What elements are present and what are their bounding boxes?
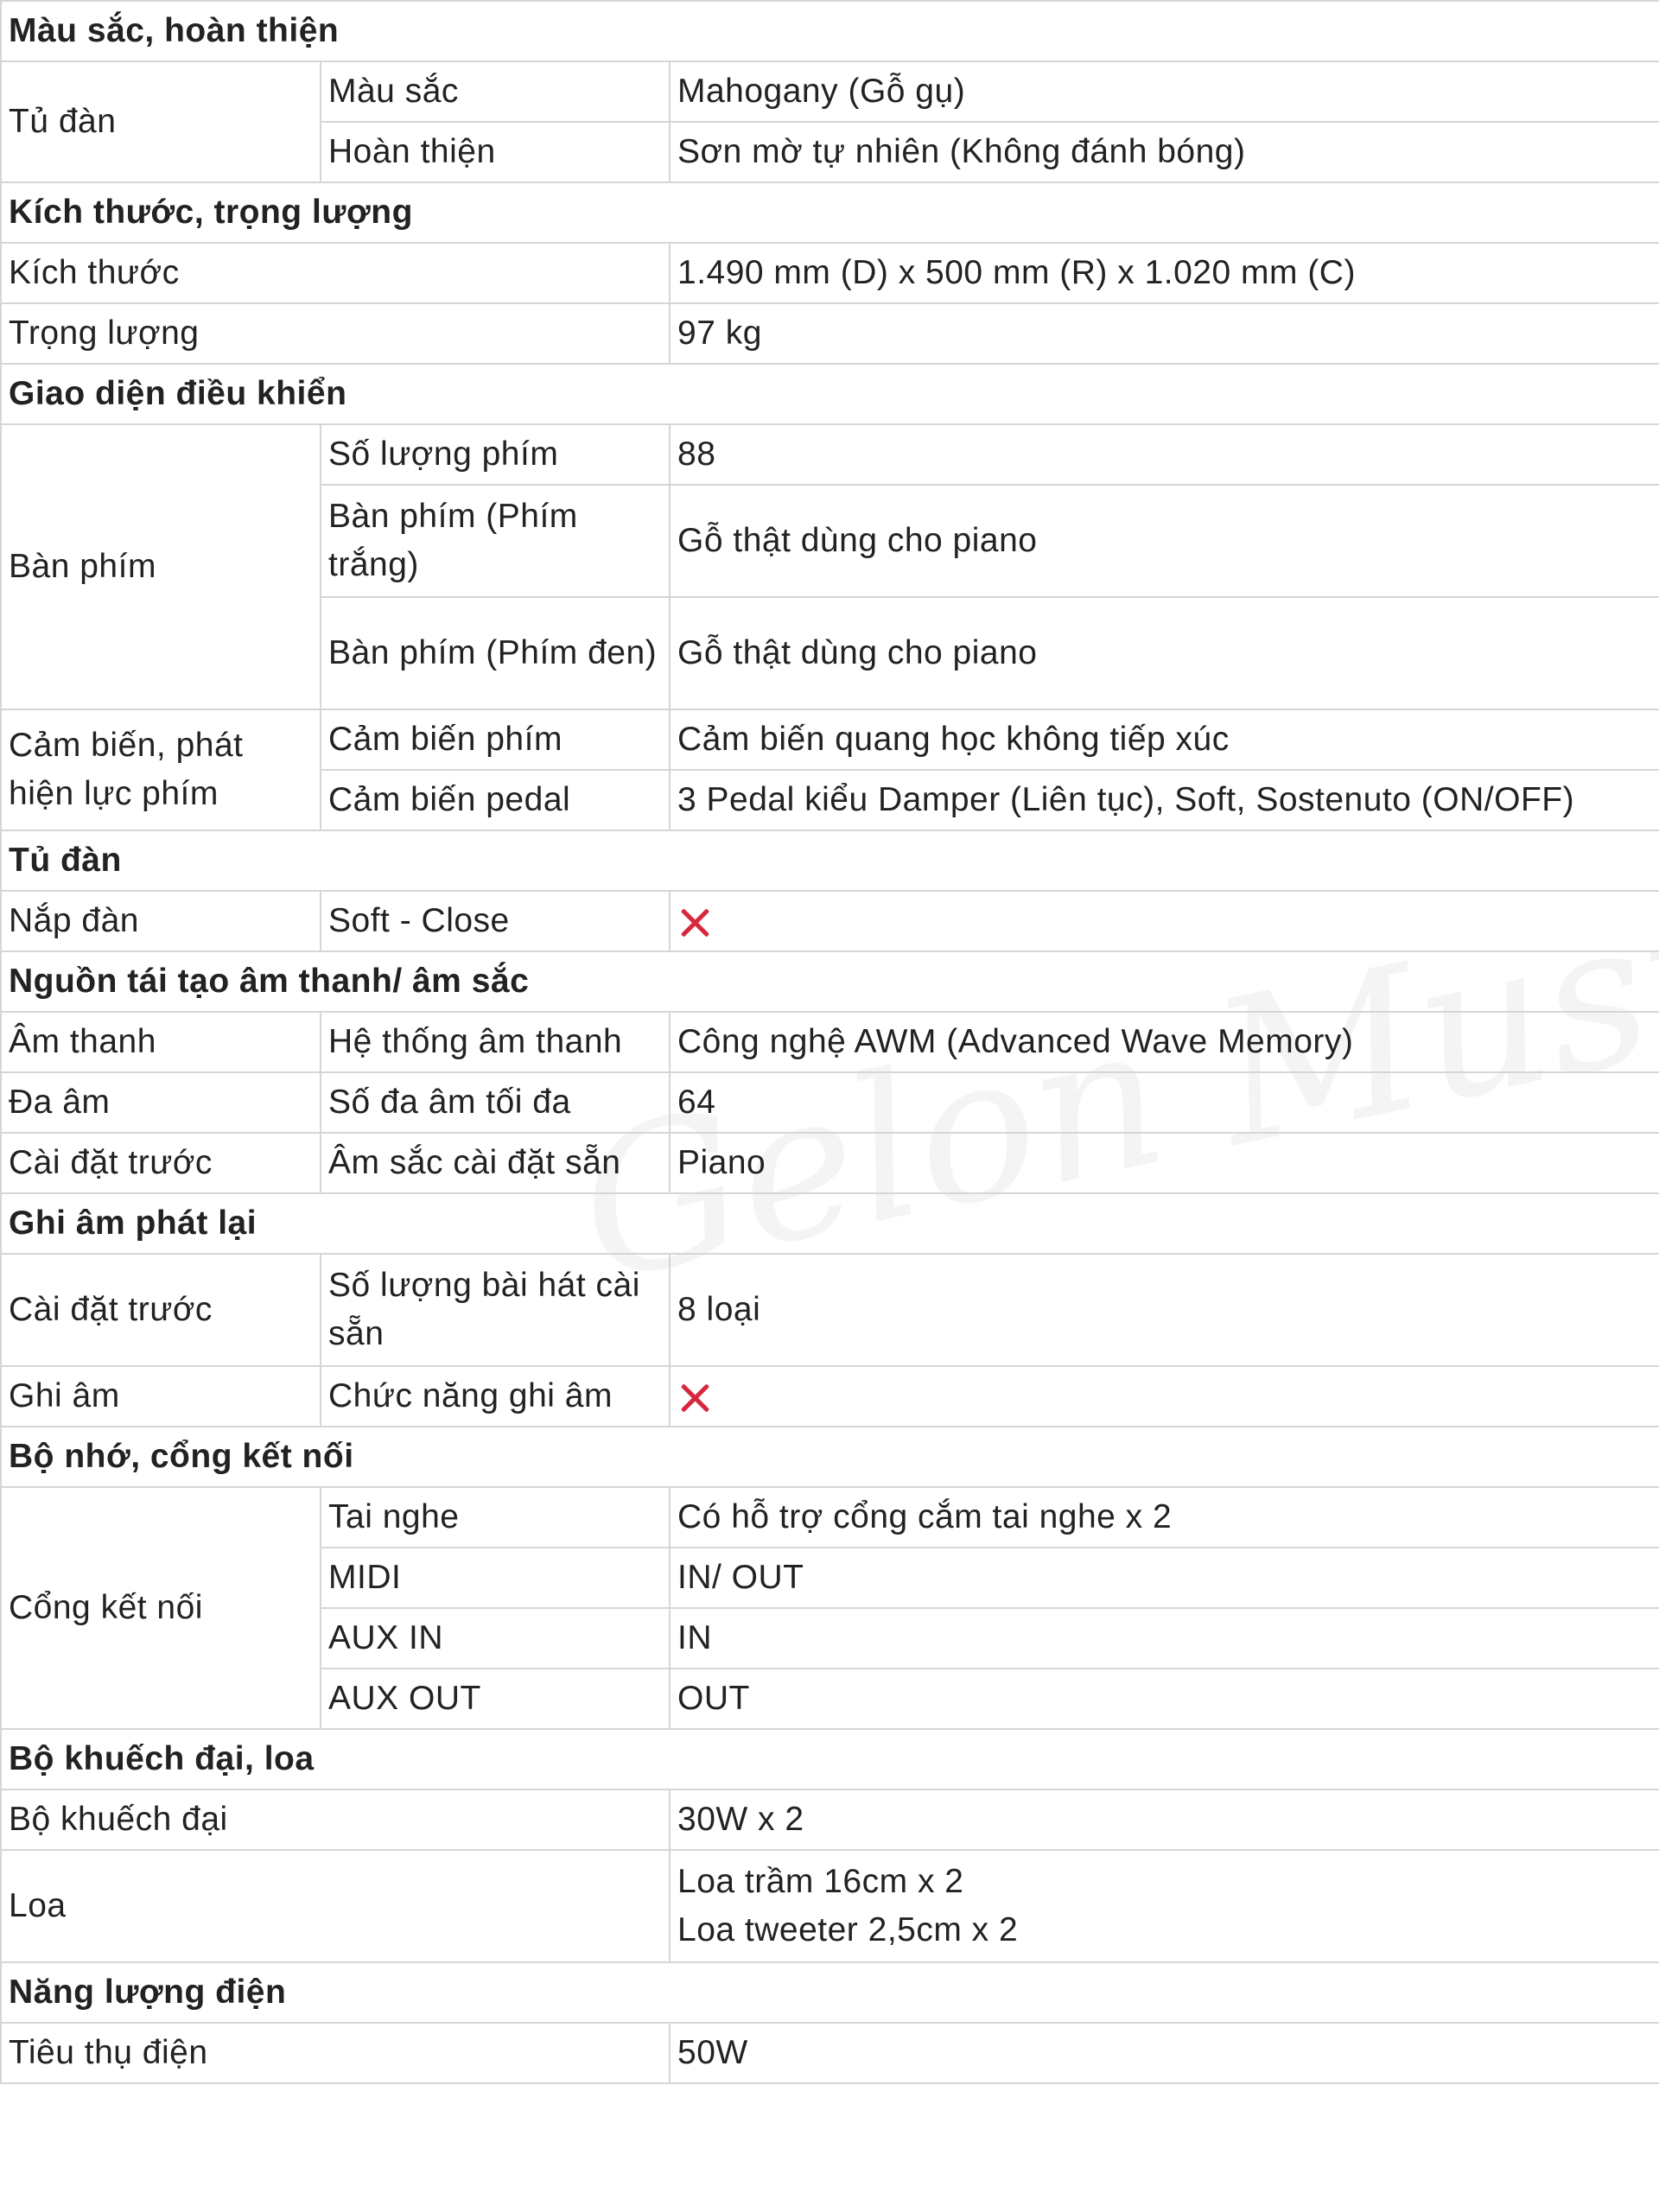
group-label: Đa âm (1, 1072, 321, 1133)
spec-label: Loa (1, 1850, 670, 1962)
spec-label: Soft - Close (321, 891, 670, 951)
table-row (1, 61, 1659, 122)
spec-value: Công nghệ AWM (Advanced Wave Memory) (670, 1012, 1659, 1072)
spec-label: Âm sắc cài đặt sẵn (321, 1133, 670, 1193)
spec-label: Màu sắc (321, 61, 670, 122)
section-header-dimensions (1, 182, 1659, 243)
table-row (1, 1133, 1659, 1193)
section-title: Năng lượng điện (1, 1962, 1659, 2023)
spec-label: Trọng lượng (1, 303, 670, 364)
spec-label: Kích thước (1, 243, 670, 303)
speaker-line: Loa trầm 16cm x 2 (677, 1863, 964, 1900)
table-row (1, 2023, 1659, 2083)
group-label: Cài đặt trước (1, 1254, 321, 1366)
cross-mark-icon (677, 1381, 712, 1415)
spec-label: Hoàn thiện (321, 122, 670, 182)
spec-label: Hệ thống âm thanh (321, 1012, 670, 1072)
group-label: Cổng kết nối (1, 1487, 321, 1729)
spec-value (670, 891, 1659, 951)
table-row (1, 1254, 1659, 1366)
spec-label: Bộ khuếch đại (1, 1789, 670, 1850)
section-title: Ghi âm phát lại (1, 1193, 1659, 1254)
section-header-cabinet (1, 830, 1659, 891)
table-row (1, 709, 1659, 770)
group-label: Nắp đàn (1, 891, 321, 951)
section-header-amp (1, 1729, 1659, 1789)
spec-value: Piano (670, 1133, 1659, 1193)
spec-value: Sơn mờ tự nhiên (Không đánh bóng) (670, 122, 1659, 182)
section-title: Bộ nhớ, cổng kết nối (1, 1427, 1659, 1487)
group-label: Âm thanh (1, 1012, 321, 1072)
section-header-recording (1, 1193, 1659, 1254)
cross-mark-icon (677, 906, 712, 940)
spec-value: Gỗ thật dùng cho piano (670, 597, 1659, 709)
table-row (1, 424, 1659, 485)
section-title: Bộ khuếch đại, loa (1, 1729, 1659, 1789)
spec-label: Số đa âm tối đa (321, 1072, 670, 1133)
spec-label: Bàn phím (Phím trắng) (321, 485, 670, 597)
spec-value (670, 1366, 1659, 1427)
section-header-controls (1, 364, 1659, 424)
spec-label: Cảm biến pedal (321, 770, 670, 830)
spec-value: 88 (670, 424, 1659, 485)
spec-label: Cảm biến phím (321, 709, 670, 770)
table-row (1, 1366, 1659, 1427)
spec-label: AUX OUT (321, 1669, 670, 1729)
spec-label: Tai nghe (321, 1487, 670, 1548)
spec-value: Cảm biến quang học không tiếp xúc (670, 709, 1659, 770)
spec-value: Có hỗ trợ cổng cắm tai nghe x 2 (670, 1487, 1659, 1548)
spec-label: Chức năng ghi âm (321, 1366, 670, 1427)
table-row (1, 1012, 1659, 1072)
spec-label: Tiêu thụ điện (1, 2023, 670, 2083)
spec-value: 97 kg (670, 303, 1659, 364)
spec-value: 1.490 mm (D) x 500 mm (R) x 1.020 mm (C) (670, 243, 1659, 303)
section-title: Màu sắc, hoàn thiện (1, 1, 1659, 61)
spec-value (670, 1850, 1659, 1962)
table-row (1, 1072, 1659, 1133)
table-row (1, 1789, 1659, 1850)
spec-value: IN/ OUT (670, 1548, 1659, 1608)
spec-label: Số lượng phím (321, 424, 670, 485)
section-header-connectivity (1, 1427, 1659, 1487)
section-title: Kích thước, trọng lượng (1, 182, 1659, 243)
group-label: Bàn phím (1, 424, 321, 709)
spec-value: Mahogany (Gỗ gụ) (670, 61, 1659, 122)
section-title: Tủ đàn (1, 830, 1659, 891)
table-row (1, 891, 1659, 951)
table-row (1, 243, 1659, 303)
spec-label: AUX IN (321, 1608, 670, 1669)
spec-value: Gỗ thật dùng cho piano (670, 485, 1659, 597)
spec-label: Số lượng bài hát cài sẵn (321, 1254, 670, 1366)
group-label: Cài đặt trước (1, 1133, 321, 1193)
table-row (1, 1850, 1659, 1962)
section-header-tone (1, 951, 1659, 1012)
group-label: Tủ đàn (1, 61, 321, 182)
spec-value: 50W (670, 2023, 1659, 2083)
group-label: Cảm biến, phát hiện lực phím (1, 709, 321, 830)
spec-value: OUT (670, 1669, 1659, 1729)
speaker-line: Loa tweeter 2,5cm x 2 (677, 1911, 1019, 1948)
spec-value: IN (670, 1608, 1659, 1669)
section-header-color (1, 1, 1659, 61)
spec-label: MIDI (321, 1548, 670, 1608)
spec-label: Bàn phím (Phím đen) (321, 597, 670, 709)
spec-value: 30W x 2 (670, 1789, 1659, 1850)
table-row (1, 1487, 1659, 1548)
table-row (1, 303, 1659, 364)
spec-value: 8 loại (670, 1254, 1659, 1366)
section-title: Giao diện điều khiển (1, 364, 1659, 424)
group-label: Ghi âm (1, 1366, 321, 1427)
spec-value: 64 (670, 1072, 1659, 1133)
section-title: Nguồn tái tạo âm thanh/ âm sắc (1, 951, 1659, 1012)
spec-value: 3 Pedal kiểu Damper (Liên tục), Soft, Sostenuto (ON/OFF) (670, 770, 1659, 830)
section-header-power (1, 1962, 1659, 2023)
